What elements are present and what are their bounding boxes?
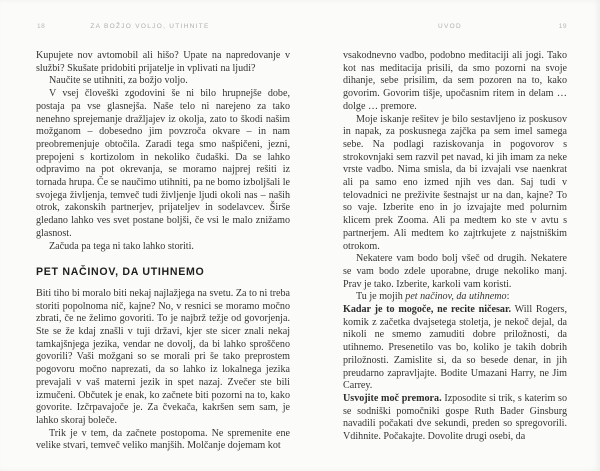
paragraph: Nekatere vam bodo bolj všeč od drugih. Nekatere se vam bodo zdele uporabne, druge nekoliko manj. Prav je tako. Izberite, karkoli vam koristi. (343, 253, 567, 290)
intro-line-lead: Tu je mojih (356, 291, 406, 303)
paragraph: Biti tiho bi moralo biti nekaj najlažjega na svetu. Za to ni treba storiti popolnoma nič, kajne? No, v resnici se moramo močno zbrati, če ne želimo govoriti. To je najbrž težje od govorjenja. Ste se že kdaj znašli v tuji državi, kjer ste sicer znali nekaj tamkajšnjega jezika, vendar ne dovolj, da bi lahko sproščeno govorili? Vaši možgani so se morali pri še tako preprostem pogovoru močno naprezati, da so lahko iz lokalnega jezika prevajali v vaš materni jezik in spet nazaj. Zvečer ste bili izmučeni. Občutek je enak, ko začnete biti pozorni na to, kako govorite. Izčrpavajoče je. Za čvekača, kakršen sem sam, je lahko skoraj boleče. (36, 287, 290, 426)
left-page-header (0, 23, 300, 33)
paragraph: vsakodnevno vadbo, podobno meditaciji ali jogi. Tako kot nas meditacija prisili, da smo pozorni na svoje dihanje, sebe prisilim, da sem pozoren na to, kako govorim. Govorim tišje, upočasnim ritem in delam … dolge … premore. (343, 50, 567, 112)
rule-block-1 (343, 304, 567, 393)
paragraph: Naučite se utihniti, za božjo voljo. (49, 75, 188, 87)
right-page (300, 0, 600, 471)
paragraph: Začuda pa tega ni tako lahko storiti. (49, 240, 194, 252)
right-page-number: 19 (558, 23, 567, 30)
intro-line-tail: : (506, 291, 510, 303)
left-running-title: ZA BOŽJO VOLJO, UTIHNITE (90, 23, 210, 30)
paragraph: Trik je v tem, da začnete postopoma. Ne spremenite ene velike stvari, temveč veliko manjših. Molčanje dojemam kot (36, 427, 290, 452)
section-heading: PET NAČINOV, DA UTIHNEMO (36, 266, 205, 279)
paragraph: Kupujete nov avtomobil ali hišo? Upate na napredovanje v službi? Skušate pridobiti prijatelje in vplivati na ljudi? (36, 50, 290, 74)
right-page-body (343, 50, 567, 444)
left-page-number: 18 (37, 23, 46, 30)
paragraph: Moje iskanje rešitev je bilo sestavljeno iz poskusov in napak, za poskusnega zajčka pa sem imel samega sebe. Na podlagi raziskovanja in pogovorov s strokovnjaki sem razvil pet navad, ki jih imam za neke vrste vadbo. Nima smisla, da bi izvajali vse naenkrat ali pa samo eno izmed njih ves dan. Saj tudi v telovadnici ne preživite šestnajst ur na dan, kajne? To so vaje. Izberite eno in jo izvajajte med polurnim klicem prek Zooma. Ali pa medtem ko ste v avtu s partnerjem. Ali medtem ko zajtrkujete z najstniškim otrokom. (343, 113, 567, 252)
intro-line-italic: pet načinov, da utihnemo (405, 291, 507, 303)
rule-block-2 (343, 393, 567, 444)
paragraph: V vsej človeški zgodovini še ni bilo hrupnejše dobe, postaja pa vse glasnejša. Naše telo ni narejeno za tako nenehno sprejemanje dražljajev iz okolja, zato to škodi našim možganom – dobesedno jim povzroča okvare – in nam preobremenjuje obtočila. Zaradi tega smo našpičeni, jezni, prepojeni s kortizolom in nekoliko čudaški. Da se lahko odpravimo na pot okrevanja, se moramo najprej rešiti iz tornada hrupa. Če se naučimo utihniti, pa ne bomo izboljšali le svojega življenja, temveč tudi življenje ljudi okoli nas – naših otrok, zakonskih partnerjev, prijateljev in sodelavcev. Širše gledano lahko ves svet postane boljši, če vsi le malo znižamo glasnost. (36, 88, 290, 239)
left-page-body (36, 50, 290, 453)
right-page-header (300, 23, 600, 33)
rule-block-1-lead: Kadar je to mogoče, ne recite ničesar. (343, 304, 512, 316)
right-running-title: UVOD (438, 23, 462, 30)
rule-block-2-lead: Usvojite moč premora. (343, 392, 442, 404)
intro-line (343, 291, 567, 304)
rule-block-1-text: Will Rogers, komik z začetka dvajsetega stoletja, je nekoč dejal, da nikoli ne smemo zamuditi dobre priložnosti, da utihnemo. Presenetilo vas bo, koliko je takih dobrih priložnosti. Zamislite si, da so besede denar, in jih preudarno zapravljajte. Bodite Umazani Harry, ne Jim Carrey. (343, 304, 567, 392)
rule-block-2-text: Izposodite si trik, s katerim so se sodniški pomočniki gospe Ruth Bader Ginsburg navadili počakati dve sekundi, preden so spregovorili. Vdihnite. Počakajte. Dovolite drugi osebi, da (343, 392, 567, 443)
